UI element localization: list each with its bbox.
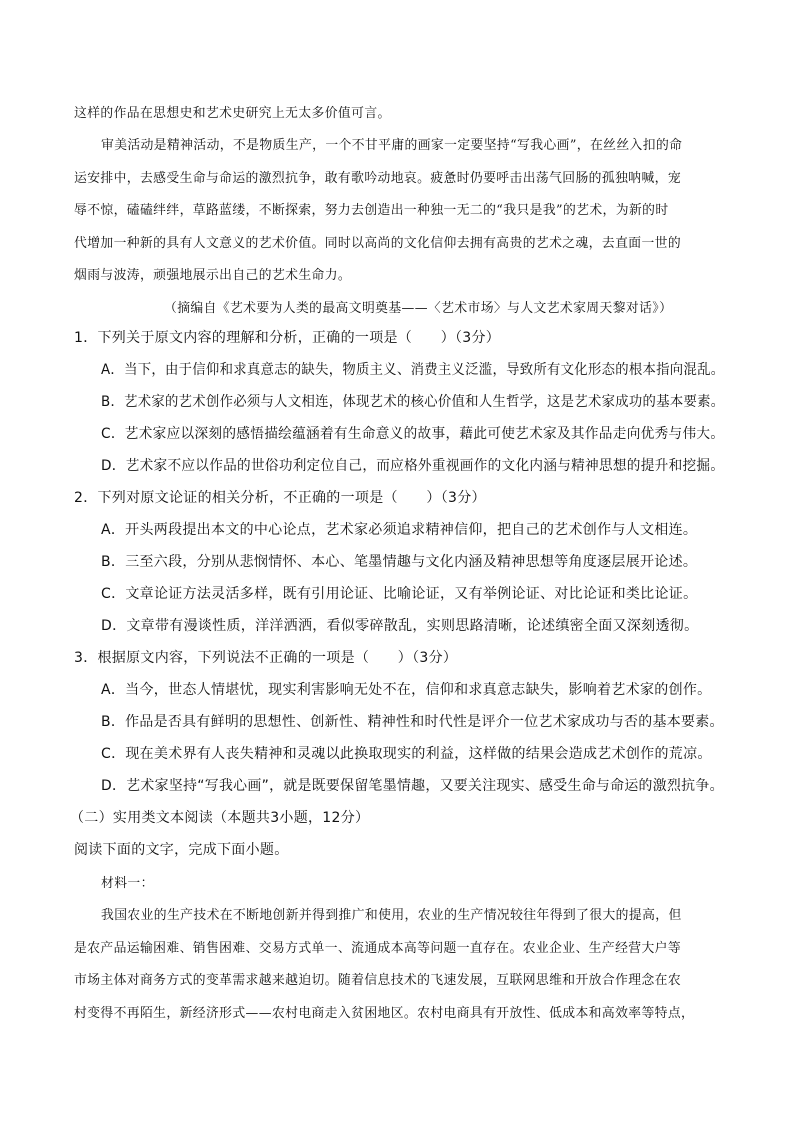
- question-1-option-a: A．当下，由于信仰和求真意志的缺失，物质主义、消费主义泛滥，导致所有文化形态的根本指向混乱。: [101, 362, 725, 378]
- material-line: 是农产品运输困难、销售困难、交易方式单一、流通成本高等问题一直存在。农业企业、生产经营大户等: [74, 941, 682, 956]
- section-heading: （二）实用类文本阅读（本题共3小题，12分）: [70, 810, 370, 826]
- material-line: 市场主体对商务方式的变革需求越来越迫切。随着信息技术的飞速发展，互联网思维和开放合作理念在农: [74, 973, 682, 988]
- passage-line: 烟雨与波涛，顽强地展示出自己的艺术生命力。: [74, 268, 352, 283]
- question-1-option-b: B．艺术家的艺术创作必须与人文相连，体现艺术的核心价值和人生哲学，这是艺术家成功的基本要素。: [101, 394, 725, 410]
- question-3-option-a: A．当今，世态人情堪忧，现实利害影响无处不在，信仰和求真意志缺失，影响着艺术家的创作。: [101, 682, 712, 698]
- material-line: 我国农业的生产技术在不断地创新并得到推广和使用，农业的生产情况较往年得到了很大的提高，但: [101, 908, 682, 923]
- question-2-option-d: D．文章带有漫谈性质，洋洋洒洒，看似零碎散乱，实则思路清晰，论述缜密全面又深刻透彻。: [101, 618, 699, 634]
- passage-line: 审美活动是精神活动，不是物质生产，一个不甘平庸的画家一定要坚持“写我心画”，在丝丝入扣的命: [101, 138, 683, 153]
- question-3-option-d: D．艺术家坚持“写我心画”，就是既要保留笔墨情趣，又要关注现实、感受生命与命运的激烈抗争。: [101, 778, 724, 794]
- passage-line: 这样的作品在思想史和艺术史研究上无太多价值可言。: [74, 106, 391, 121]
- question-2-option-a: A．开头两段提出本文的中心论点，艺术家必须追求精神信仰，把自己的艺术创作与人文相连。: [101, 522, 698, 538]
- question-2-option-c: C．文章论证方法灵活多样，既有引用论证、比喻论证，又有举例论证、对比论证和类比论证。: [101, 586, 698, 602]
- question-1-option-d: D．艺术家不应以作品的世俗功利定位自己，而应格外重视画作的文化内涵与精神思想的提升和挖掘。: [101, 458, 725, 474]
- section-instruction: 阅读下面的文字，完成下面小题。: [74, 842, 289, 858]
- question-2-stem: 2．下列对原文论证的相关分析，不正确的一项是（ ）（3分）: [74, 490, 486, 506]
- material-line: 村变得不再陌生，新经济形式——农村电商走入贫困地区。农村电商具有开放性、低成本和高效率等特点，: [74, 1006, 695, 1021]
- question-2-option-b: B．三至六段，分别从悲悯情怀、本心、笔墨情趣与文化内涵及精神思想等角度逐层展开论述。: [101, 554, 698, 570]
- question-3-option-b: B．作品是否具有鲜明的思想性、创新性、精神性和时代性是评介一位艺术家成功与否的基本要素。: [101, 714, 724, 730]
- passage-line: 辱不惊，磕磕绊绊，草路蓝缕，不断探索，努力去创造出一种独一无二的“我只是我”的艺术，为新的时: [74, 203, 669, 218]
- question-3-option-c: C．现在美术界有人丧失精神和灵魂以此换取现实的利益，这样做的结果会造成艺术创作的荒凉。: [101, 746, 712, 762]
- passage-source: （摘编自《艺术要为人类的最高文明奠基——〈艺术市场〉与人文艺术家周天黎对话》）: [164, 301, 673, 316]
- passage-line: 运安排中，去感受生命与命运的激烈抗争，敢有歌吟动地哀。疲惫时仍要呼击出荡气回肠的孤独呐喊，宠: [74, 171, 682, 186]
- material-label: 材料一：: [101, 876, 154, 891]
- question-1-option-c: C．艺术家应以深刻的感悟描绘蕴涵着有生命意义的故事，藉此可使艺术家及其作品走向优秀与伟大。: [101, 426, 725, 442]
- passage-line: 代增加一种新的具有人文意义的艺术价值。同时以高尚的文化信仰去拥有高贵的艺术之魂，去直面一世的: [74, 236, 682, 251]
- question-1-stem: 1．下列关于原文内容的理解和分析，正确的一项是（ ）（3分）: [74, 330, 501, 346]
- question-3-stem: 3．根据原文内容，下列说法不正确的一项是（ ）（3分）: [74, 650, 458, 666]
